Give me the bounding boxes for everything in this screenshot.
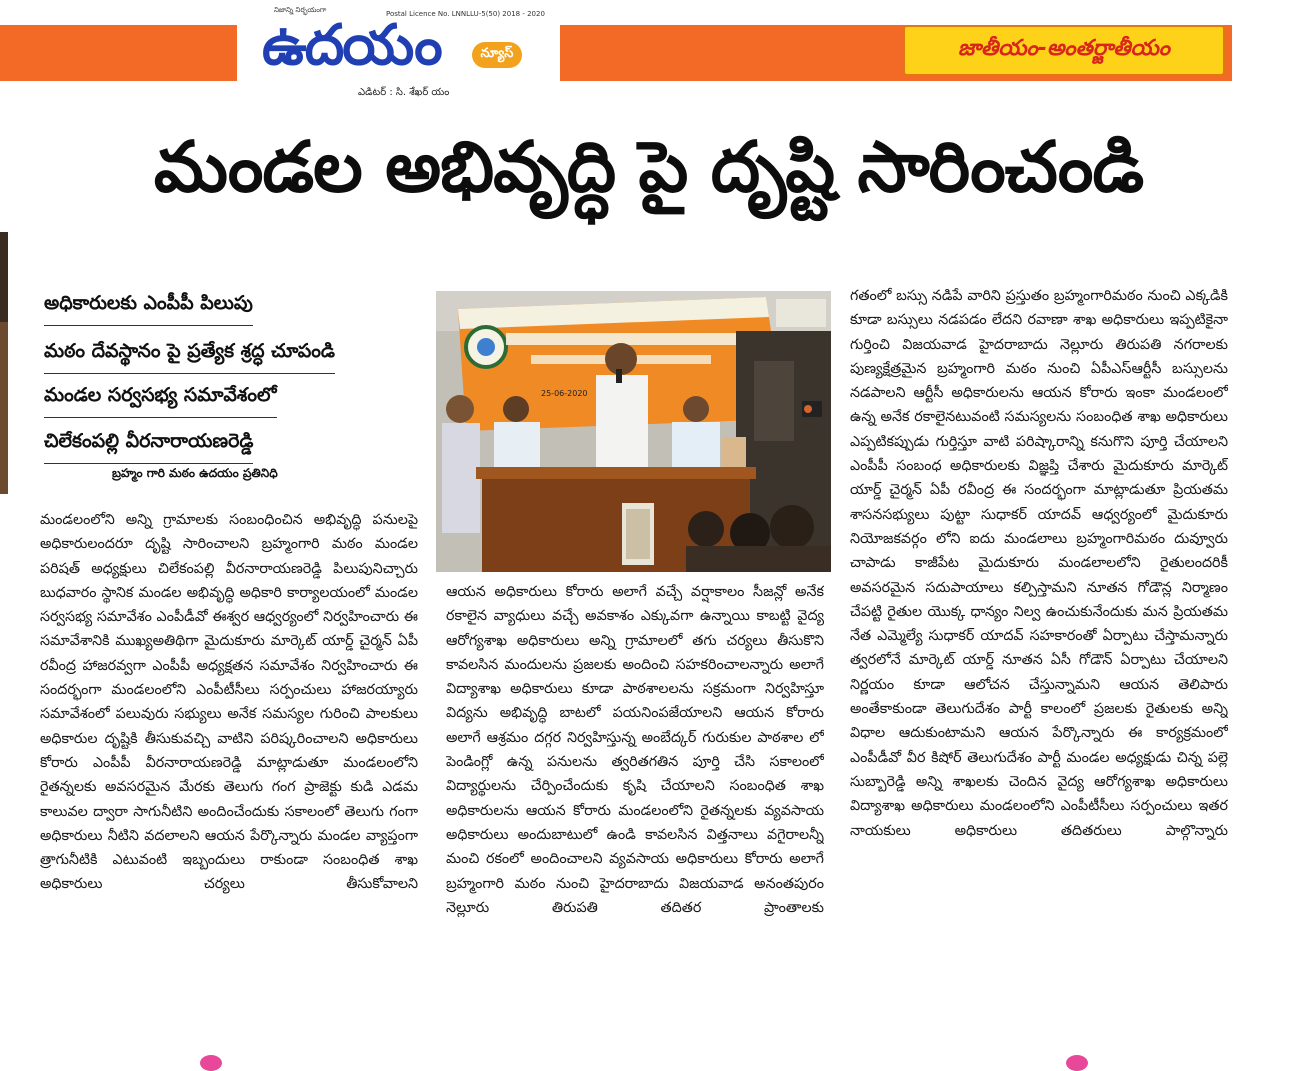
- logo-wordmark: ఉదయం: [262, 13, 441, 78]
- article-column-2: ఆయన అధికారులు కోరారు అలాగే వచ్చే వర్షాకాలం సీజన్లో అనేక రకాలైన వ్యాధులు వచ్చే అవకాశం ఎక్కువగా ఉన్నాయి కాబట్టి వైద్య ఆరోగ్యశాఖ అధికారులు అన్ని గ్రామాలలో తగు చర్యలు తీసుకొని కావలసిన మందులను ప్రజలకు అందించి సహకరించాలన్నారు అలాగే విద్యాశాఖ అధికారులు కూడా పాఠశాలలను సక్రమంగా నిర్వహిస్తూ విద్యను అభివృద్ధి బాటలో పయనింపజేయాలని ఆయన కోరారు అలాగే ఆశ్రమం దగ్గర నిర్వహిస్తున్న అంబేద్కర్ గురుకుల పాఠశాల లో పెండింగ్లో ఉన్న పనులను త్వరితగతిన పూర్తి చేసి సకాలంలో విద్యార్థులను చేర్పించేందుకు కృషి చేయాలని సంబంధిత శాఖ అధికారులను ఆయన కోరారు మండలంలోని రైతన్నలకు వ్యవసాయ అధికారులు అందుబాటులో ఉండి కావలసిన విత్తనాలు వగైరాలన్నీ మంచి రకంలో అందించాలని వ్యవసాయ అధికారులు కోరారు అలాగే బ్రహ్మంగారి మఠం నుంచి హైదరాబాదు విజయవాడ అనంతపురం నెల్లూరు తిరుపతి తదితర ప్రాంతాలకు: [446, 584, 824, 916]
- page-dot-left: [200, 1055, 222, 1071]
- article-column-3: గతంలో బస్సు నడిపే వారిని ప్రస్తుతం బ్రహ్మంగారిమఠం నుంచి ఎక్కడికి కూడా బస్సులు నడపడం లేదని రవాణా శాఖ అధికారులు ఇప్పటికైనా గుర్తించి విజయవాడ హైదరాబాదు నెల్లూరు తిరుపతి నగరాలకు పుణ్యక్షేత్రమైన బ్రహ్మంగారి మఠం నుంచి ఏపీఎస్ఆర్టీసీ బస్సులను నడపాలని ఆర్టీసీ అధికారులను ఆయన కోరారు ఇంకా మండలంలో ఉన్న అనేక రకాలైనటువంటి సమస్యలను సంబంధిత శాఖ అధికారులు ఎప్పటికప్పుడు గుర్తిస్తూ వాటి పరిష్కారాన్ని కనుగొని పూర్తి చేయాలని ఎంపీపీ సంబంధ అధికారులకు విజ్ఞప్తి చేశారు మైదుకూరు మార్కెట్ యార్డ్ చైర్మన్ ఏపీ రవీంద్ర ఈ సందర్భంగా మాట్లాడుతూ ప్రియతమ శాసనసభ్యులు పుట్టా సుధాకర్ యాదవ్ ఆధ్వర్యంలో మైదుకూరు నియోజకవర్గం లోని ఐదు మండలాలు బ్రహ్మంగారిమఠం దువ్వూరు చాపాడు కాజీపేట మైదుకూరు మండలాలలోని రైతులందరికీ అవసరమైన సదుపాయాలు కల్పిస్తామని నూతన గోడౌన్ల నిర్మాణం చేపట్టి రైతుల యొక్క ధాన్యం నిల్వ ఉంచుకునేందుకు మన ప్రియతమ నేత ఎమ్మెల్యే సుధాకర్ యాదవ్ సహకారంతో ఏర్పాటు చేస్తామన్నారు త్వరలోనే మార్కెట్ యార్డ్ నూతన ఏసీ గోడౌన్ ఏర్పాటు చేయాలని నిర్ణయం కూడా ఆలోచన చేస్తున్నామని ఆయన తెలిపారు అంతేకాకుండా తెలుగుదేశం పార్టీ కాలంలో ప్రజలకు రైతులకు అన్ని విధాల ఆదుకుంటామని ఆయన పేర్కొన్నారు ఈ కార్యక్రమంలో ఎంపీడీవో వీర కిషోర్ తెలుగుదేశం పార్టీ మండల అధ్యక్షుడు చిన్న పల్లె సుబ్బారెడ్డి అన్ని శాఖలకు చెందిన వైద్య ఆరోగ్యశాఖ అధికారులు విద్యాశాఖ అధికారులు మండలంలోని ఎంపీటీసీలు సర్పంచులు ఇతర నాయకులు అధికారులు తదితరులు పాల్గొన్నారు: [850, 288, 1228, 839]
- article-byline: బ్రహ్మం గారి మఠం ఉదయం ప్రతినిధి: [112, 466, 278, 480]
- subhead-1: అధికారులకు ఎంపీపీ పిలుపు: [44, 292, 253, 326]
- logo-tagline: నిజాన్ని నిర్భయంగా: [274, 6, 327, 14]
- meeting-photo: [436, 291, 831, 572]
- article-column-1: మండలంలోని అన్ని గ్రామాలకు సంబంధించిన అభివృద్ధి పనులపై అధికారులందరూ దృష్టి సారించాలని బ్రహ్మంగారి మఠం మండల పరిషత్ అధ్యక్షులు చిలేకంపల్లి వీరనారాయణరెడ్డి పిలుపునిచ్చారు బుధవారం స్థానిక మండల అభివృద్ధి అధికారి కార్యాలయంలో మండల సర్వసభ్య సమావేశం ఎంపీడీవో ఈశ్వర ఆధ్వర్యంలో నిర్వహించారు ఈ సమావేశానికి ముఖ్యఅతిథిగా మైదుకూరు మార్కెట్ యార్డ్ చైర్మన్ ఏపీ రవీంద్ర హాజరవ్వగా ఎంపీపీ అధ్యక్షతన సమావేశం నిర్వహించారు ఈ సందర్భంగా మండలంలోని ఎంపీటీసీలు సర్పంచులు హాజరయ్యారు సమావేశంలో పలువురు సభ్యులు అనేక సమస్యల గురించి పాలకులు అధికారుల దృష్టికి తీసుకువచ్చి వాటిని పరిష్కరించాలని అధికారులు కోరారు ఎంపీపీ వీరనారాయణరెడ్డి మాట్లాడుతూ మండలంలోని రైతన్నలకు అవసరమైన మేరకు తెలుగు గంగ ప్రాజెక్టు కుడి ఎడమ కాలువల ద్వారా సాగునీటిని అందించేందుకు సకాలంలో తెలుగు గంగా అధికారులు నీటిని వదలాలని ఆయన పేర్కొన్నారు మండల వ్యాప్తంగా త్రాగునీటికి ఎటువంటి ఇబ్బందులు రాకుండా సంబంధిత శాఖ అధికారులు చర్యలు తీసుకోవాలని: [40, 512, 418, 893]
- meeting-photo-illustration: [436, 291, 831, 572]
- banner-date: 25-06-2020: [541, 389, 588, 398]
- subhead-4: చిలేకంపల్లి వీరనారాయణరెడ్డి: [44, 430, 253, 464]
- postal-license: Postal Licence No. LNNLLU-5(50) 2018 - 2020: [386, 10, 545, 18]
- editor-line: ఎడిటర్ : సి. శేఖర్ యం: [358, 87, 450, 98]
- article-headline: మండల అభివృద్ధి పై దృష్టి సారించండి: [153, 126, 1144, 208]
- logo-news-badge: న్యూస్: [472, 42, 522, 68]
- subhead-3: మండల సర్వసభ్య సమావేశంలో: [44, 384, 277, 418]
- subhead-2: మఠం దేవస్థానం పై ప్రత్యేక శ్రద్ధ చూపండి: [44, 340, 335, 374]
- page-dot-right: [1066, 1055, 1088, 1071]
- adjacent-photo-edge-dark: [0, 232, 8, 322]
- section-label: [903, 25, 1225, 76]
- section-label-text: జాతీయం-అంతర్జాతీయం: [958, 35, 1170, 61]
- newspaper-logo: [262, 2, 545, 98]
- masthead-band-left: [0, 25, 237, 81]
